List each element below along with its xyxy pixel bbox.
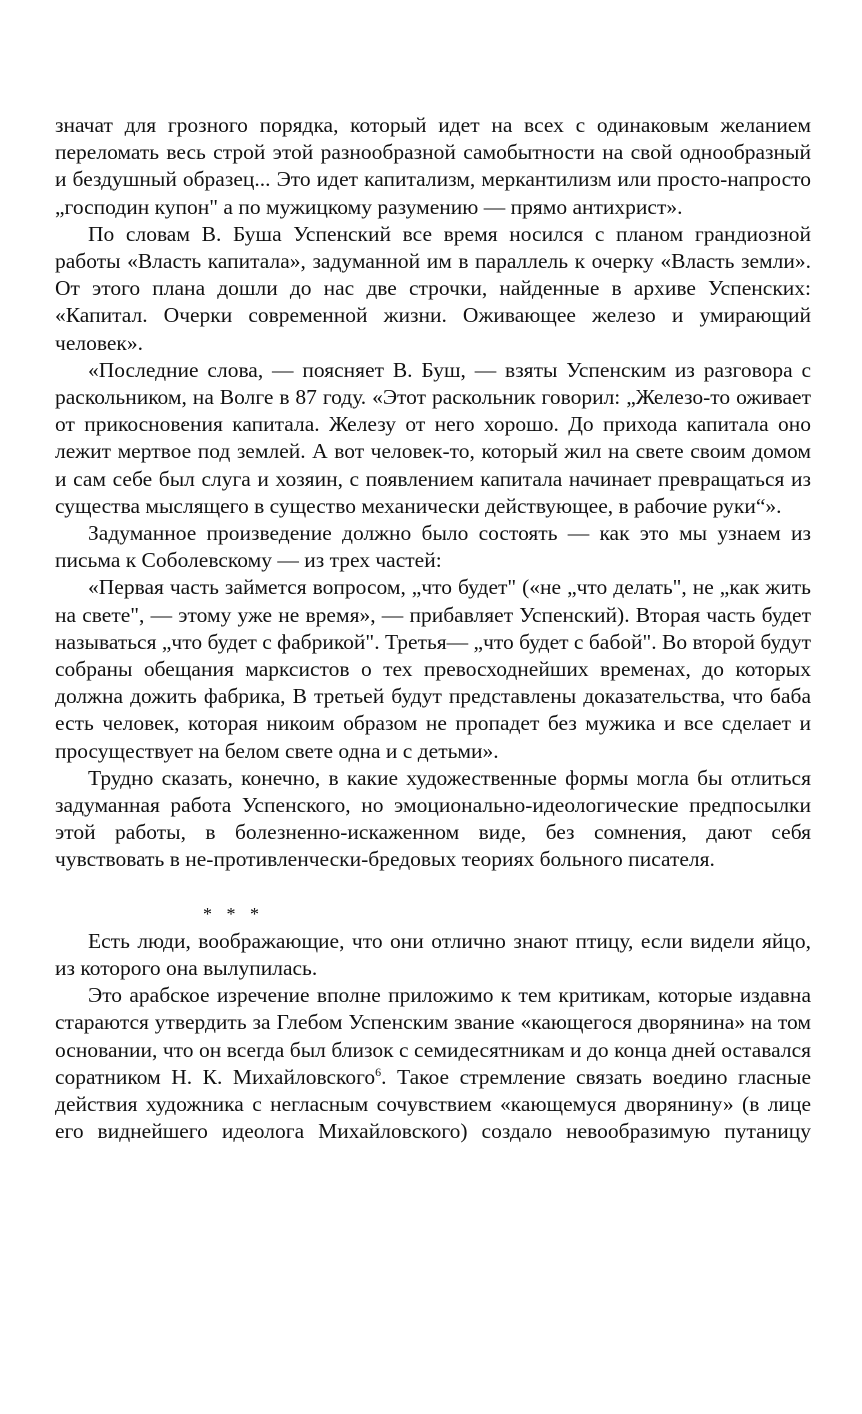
paragraph-8-text-a: Это арабское изречение вполне приложимо к тем критикам, которые издавна стараются утвердить за Глебом Успенским звание «кающегося дворянина» на том основании, что он всегда был близок с семидесятникам и до конца дней оставался соратником Н. К. Михайловского xyxy=(55,983,811,1089)
document-page xyxy=(55,112,811,1145)
paragraph-1: значат для грозного порядка, который идет на всех с одинаковым желанием переломать весь строй этой разнообразной самобытности на свой однообразный и бездушный образец... Это идет капитализм, меркантилизм или просто-напросто „господин купон" а по мужицкому разумению — прямо антихрист». xyxy=(55,113,811,219)
paragraph-8-text-b: . Такое стремление связать воедино гласные действия художника с негласным сочувствием «кающемуся дворянину» (в лице его виднейшего идеолога Михайловского) создало невообразимую путаницу xyxy=(55,1064,811,1144)
paragraph-5: «Первая часть займется вопросом, „что будет" («не „что делать", не „как жить на свете", — этому уже не время», — прибавляет Успенский). Вторая часть будет называться „что будет с фабрикой". Третья— „что будет с бабой". Во второй будут собраны обещания марксистов о тех превосходнейших временах, до которых должна дожить фабрика, В третьей будут представлены доказательства, что баба есть человек, которая никоим образом не пропадет без мужика и все сделает и просуществует на белом свете одна и с детьми». xyxy=(55,575,811,763)
paragraph-4: Задуманное произведение должно было состоять — как это мы узнаем из письма к Соболевскому — из трех частей: xyxy=(55,521,811,573)
paragraph-3: «Последние слова, — поясняет В. Буш, — взяты Успенским из разговора с раскольником, на Волге в 87 году. «Этот раскольник говорил: „Железо-то оживает от прикосновения капитала. Железу от него хорошо. До прихода капитала оно лежит мертвое под землей. А вот человек-то, который жил на свете своим домом и сам себе был слуга и хозяин, с появлением капитала начинает превращаться из существа мыслящего в существо механически действующее, в рабочие руки“». xyxy=(55,357,811,518)
section-separator: * * * xyxy=(203,903,264,924)
paragraph-2: По словам В. Буша Успенский все время носился с планом грандиозной работы «Власть капитала», задуманной им в параллель к очерку «Власть земли». От этого плана дошли до нас две строчки, найденные в архиве Успенских: «Капитал. Очерки современной жизни. Оживающее железо и умирающий человек». xyxy=(55,221,811,355)
paragraph-8 xyxy=(55,982,811,1145)
footnote-ref-6[interactable]: 6 xyxy=(375,1064,382,1079)
paragraph-7: Есть люди, воображающие, что они отлично знают птицу, если видели яйцо, из которого она вылупилась. xyxy=(55,928,811,980)
paragraph-6: Трудно сказать, конечно, в какие художественные формы могла бы отлиться задуманная работа Успенского, но эмоционально-идеологические предпосылки этой работы, в болезненно-искаженном виде, без сомнения, дают себя чувствовать в не-противленчески-бредовых теориях больного писателя. xyxy=(55,765,811,872)
